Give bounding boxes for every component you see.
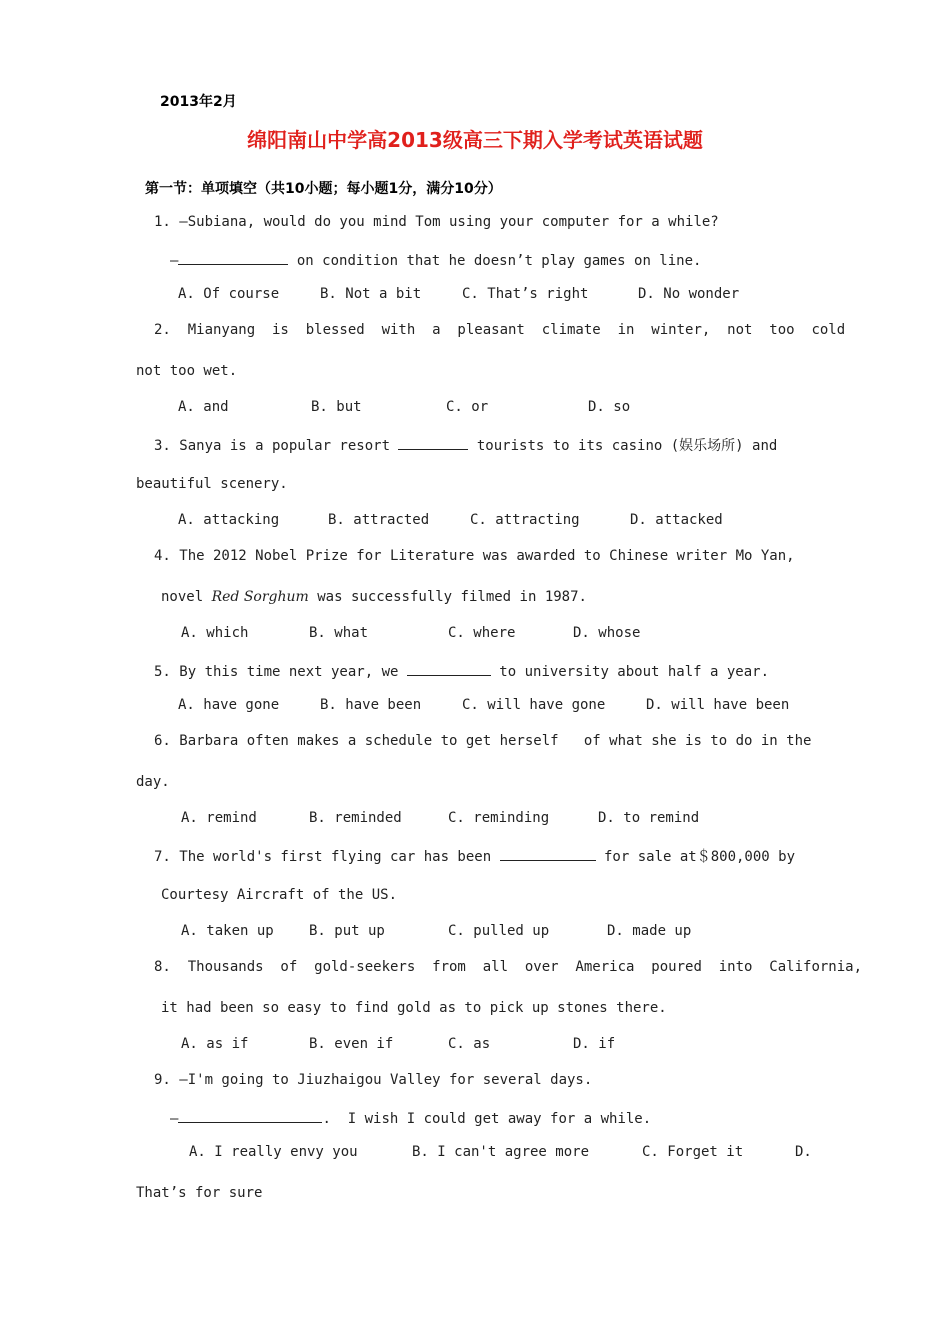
question-9-response: — . I wish I could get away for a while. [170,1108,651,1127]
option-d: D. will have been [646,697,790,713]
option-c: C. where [448,625,516,641]
answer-blank [178,1108,322,1123]
option-d: D. to remind [598,810,700,826]
answer-blank [398,435,468,450]
option-c: C. That’s right [462,286,589,302]
option-c: C. reminding [448,810,550,826]
question-9-text: 9. —I'm going to Jiuzhaigou Valley for several days. [154,1072,593,1088]
option-b: B. but [311,399,362,415]
option-a: A. which [181,625,249,641]
option-c: C. attracting [470,512,580,528]
option-b: B. attracted [328,512,430,528]
option-d: D. No wonder [638,286,740,302]
question-1-response: — on condition that he doesn’t play games on line. [170,250,701,269]
option-c: C. will have gone [462,697,606,713]
option-a: A. and [178,399,229,415]
option-a: A. as if [181,1036,249,1052]
exam-title: 绵阳南山中学高2013级高三下期入学考试英语试题 [247,128,703,152]
option-c: C. Forget it [642,1144,744,1160]
answer-blank [500,846,596,861]
option-a: A. taken up [181,923,274,939]
option-d: D. made up [607,923,692,939]
option-c: C. pulled up [448,923,550,939]
question-7-text-cont: Courtesy Aircraft of the US. [161,887,398,903]
option-d: D. if [573,1036,616,1052]
option-d: D. attacked [630,512,723,528]
option-b: B. I can't agree more [412,1144,590,1160]
option-b: B. even if [309,1036,394,1052]
option-d: D. so [588,399,631,415]
novel-title: Red Sorghum [211,589,309,605]
option-a: A. I really envy you [189,1144,358,1160]
option-b: B. have been [320,697,422,713]
option-b: B. what [309,625,369,641]
question-4-text-cont: novel Red Sorghum was successfully filmed in 1987. [161,589,587,605]
option-d: D. [795,1144,812,1160]
question-8-text-cont: it had been so easy to find gold as to pick up stones there. [161,1000,667,1016]
option-a: A. remind [181,810,257,826]
option-c: C. or [446,399,489,415]
answer-blank [178,250,288,265]
option-c: C. as [448,1036,491,1052]
question-3-text: 3. Sanya is a popular resort tourists to its casino (娱乐场所) and [154,435,777,455]
question-3-text-cont: beautiful scenery. [136,476,288,492]
question-8-text: 8. Thousands of gold-seekers from all over America poured into California, [154,959,863,975]
question-5-text: 5. By this time next year, we to university about half a year. [154,661,769,680]
question-2-text-cont: not too wet. [136,363,238,379]
option-d: D. whose [573,625,641,641]
question-4-text: 4. The 2012 Nobel Prize for Literature was awarded to Chinese writer Mo Yan, [154,548,795,564]
option-b: B. reminded [309,810,402,826]
exam-date: 2013年2月 [160,94,237,110]
option-d-text: That’s for sure [136,1185,263,1201]
question-1-text: 1. —Subiana, would do you mind Tom using your computer for a while? [154,214,719,230]
question-6-text-cont: day. [136,774,170,790]
option-a: A. attacking [178,512,280,528]
option-a: A. Of course [178,286,280,302]
question-6-text: 6. Barbara often makes a schedule to get herself of what she is to do in the [154,733,812,749]
option-a: A. have gone [178,697,280,713]
question-7-text: 7. The world's first flying car has been for sale at＄800,000 by [154,846,795,866]
answer-blank [407,661,491,676]
option-b: B. Not a bit [320,286,422,302]
question-2-text: 2. Mianyang is blessed with a pleasant climate in winter, not too cold [154,322,846,338]
option-b: B. put up [309,923,385,939]
section-heading: 第一节：单项填空（共10小题；每小题1分，满分10分） [145,181,502,197]
